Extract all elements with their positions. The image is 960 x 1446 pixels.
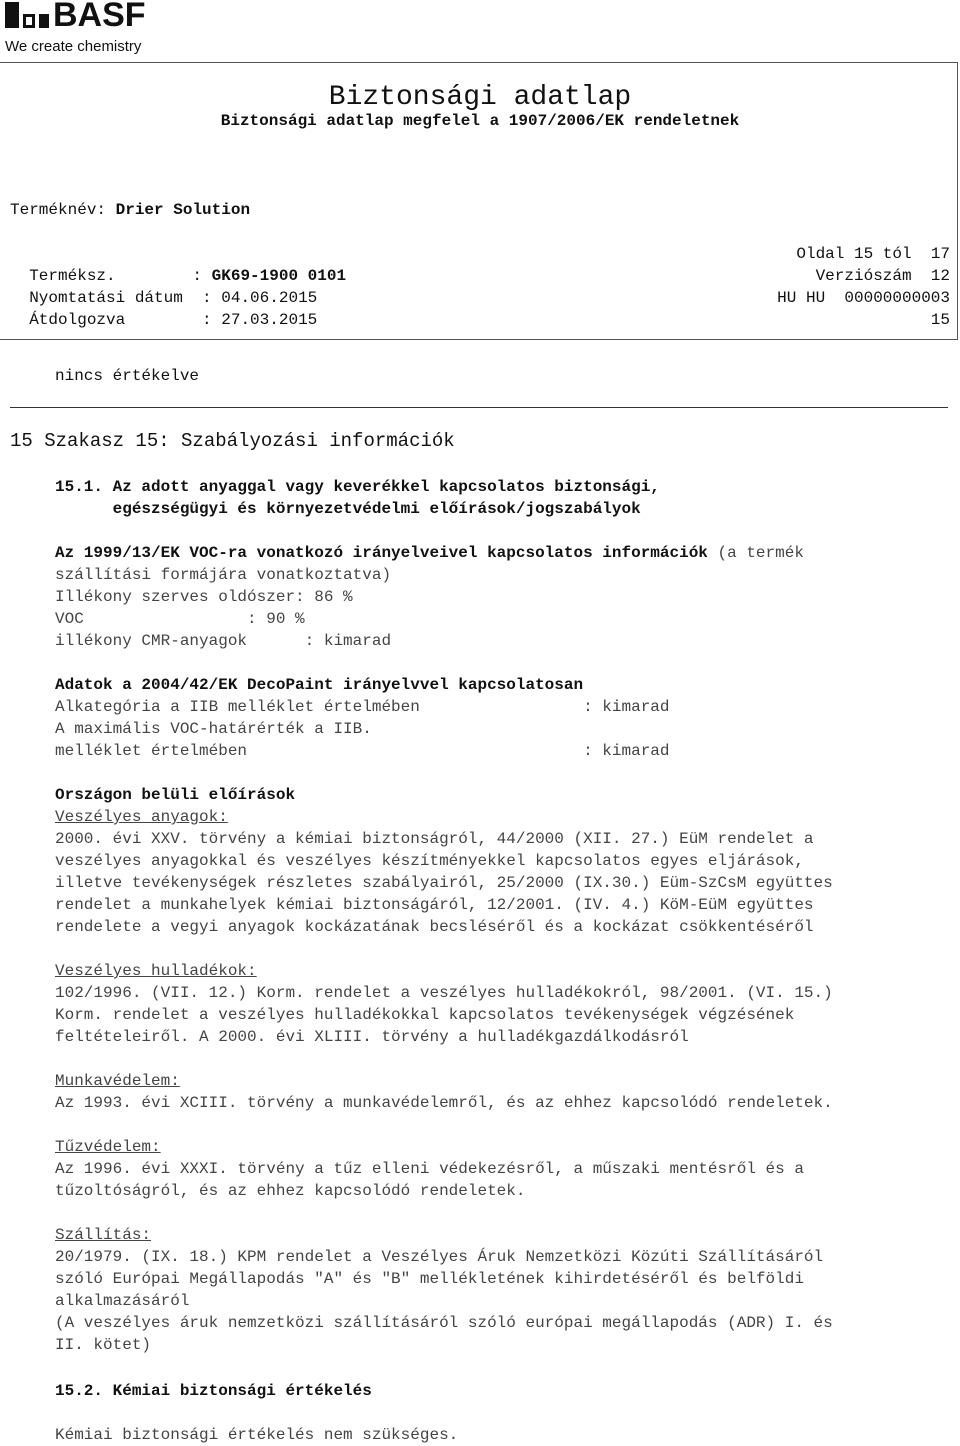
hazardous-substances-line: veszélyes anyagokkal és veszélyes készítményekkel kapcsolatos egyes eljárások, xyxy=(55,852,804,870)
decopaint-line: A maximális VOC-határérték a IIB. xyxy=(55,720,372,738)
voc-heading-bold: Az 1999/13/EK VOC-ra vonatkozó irányelveivel kapcsolatos információk xyxy=(55,544,708,562)
voc-line: illékony CMR-anyagok : kimarad xyxy=(55,632,392,650)
subsection-2-heading: 15.2. Kémiai biztonsági értékelés xyxy=(55,1382,372,1400)
hazardous-waste-line: 102/1996. (VII. 12.) Korm. rendelet a veszélyes hulladékokról, 98/2001. (VI. 15.) xyxy=(55,984,833,1002)
subsection-1-heading-line-1: 15.1. Az adott anyaggal vagy keverékkel kapcsolatos biztonsági, xyxy=(55,478,660,496)
fire-protection-line: Az 1996. évi XXXI. törvény a tűz elleni védekezésről, a műszaki mentésről és a xyxy=(55,1160,804,1178)
document-code-line-2: 15 xyxy=(930,311,950,329)
hazardous-substances-line: rendelete a vegyi anyagok kockázatának becsléséről és a kockázat csökkentéséről xyxy=(55,918,814,936)
section-title: 15 Szakasz 15: Szabályozási információk xyxy=(10,430,455,452)
voc-heading-rest: (a termék xyxy=(707,544,804,562)
intro-text: nincs értékelve xyxy=(55,367,200,385)
revised-label: Átdolgozva : xyxy=(29,311,212,329)
transport-line: (A veszélyes áruk nemzetközi szállításáról szóló európai megállapodás (ADR) I. és xyxy=(55,1314,833,1332)
voc-line: szállítási formájára vonatkoztatva) xyxy=(55,566,392,584)
logo-tagline: We create chemistry xyxy=(5,38,142,55)
transport-line: szóló Európai Megállapodás "A" és "B" mellékletének kihirdetéséről és belföldi xyxy=(55,1270,804,1288)
print-date-label: Nyomtatási dátum : xyxy=(29,289,212,307)
transport-line: alkalmazásáról xyxy=(55,1292,190,1310)
version: Verziószám 12 xyxy=(815,267,950,285)
basf-logo xyxy=(5,0,165,56)
work-safety-label: Munkavédelem: xyxy=(55,1072,180,1090)
voc-line: VOC : 90 % xyxy=(55,610,305,628)
product-number: GK69-1900 0101 xyxy=(211,267,347,285)
transport-label: Szállítás: xyxy=(55,1226,152,1244)
logo-square-outline xyxy=(23,14,35,28)
document-code-row-2 xyxy=(10,309,950,353)
subsection-1-heading-line-2: egészségügyi és környezetvédelmi előírások/jogszabályok xyxy=(55,500,641,518)
print-date: 04.06.2015 xyxy=(221,289,318,307)
decopaint-heading: Adatok a 2004/42/EK DecoPaint irányelvvel kapcsolatosan xyxy=(55,676,584,694)
logo-square-right xyxy=(39,14,49,28)
section-divider xyxy=(10,407,948,408)
transport-line: II. kötet) xyxy=(55,1336,152,1354)
logo-wordmark: BASF xyxy=(53,0,146,34)
revised-date: 27.03.2015 xyxy=(221,311,318,329)
voc-line: Illékony szerves oldószer: 86 % xyxy=(55,588,353,606)
transport-line: 20/1979. (IX. 18.) KPM rendelet a Veszélyes Áruk Nemzetközi Közúti Szállításáról xyxy=(55,1248,824,1266)
national-regulations-heading: Országon belüli előírások xyxy=(55,786,296,804)
page-info: Oldal 15 tól 17 xyxy=(796,245,950,263)
product-name: Drier Solution xyxy=(115,201,251,219)
decopaint-line: melléklet értelmében : kimarad xyxy=(55,742,670,760)
hazardous-waste-line: feltételeiről. A 2000. évi XLIII. törvény a hulladékgazdálkodásról xyxy=(55,1028,689,1046)
fire-protection-label: Tűzvédelem: xyxy=(55,1138,161,1156)
fire-protection-line: tűzoltóságról, és az ehhez kapcsolódó rendeletek. xyxy=(55,1182,526,1200)
voc-heading xyxy=(55,542,804,564)
product-number-label: Terméksz. : xyxy=(29,267,203,285)
decopaint-line: Alkategória a IIB melléklet értelmében : kimarad xyxy=(55,698,670,716)
hazardous-substances-line: rendelet a munkahelyek kémiai biztonságáról, 12/2001. (IV. 4.) KöM-EüM együttes xyxy=(55,896,814,914)
document-title: Biztonsági adatlap xyxy=(328,82,632,113)
logo-square-left xyxy=(5,2,19,28)
document-code: HU HU 00000000003 xyxy=(777,289,950,307)
work-safety-line: Az 1993. évi XCIII. törvény a munkavédelemről, és az ehhez kapcsolódó rendeletek. xyxy=(55,1094,833,1112)
hazardous-waste-line: Korm. rendelet a veszélyes hulladékokkal kapcsolatos tevékenységek végzésének xyxy=(55,1006,795,1024)
document-subtitle: Biztonsági adatlap megfelel a 1907/2006/EK rendeletnek xyxy=(220,112,740,130)
product-name-label: Terméknév: xyxy=(10,201,107,219)
subsection-2-text: Kémiai biztonsági értékelés nem szükséges. xyxy=(55,1426,459,1444)
hazardous-substances-line: 2000. évi XXV. törvény a kémiai biztonságról, 44/2000 (XII. 27.) EüM rendelet a xyxy=(55,830,814,848)
product-name-row xyxy=(10,199,950,221)
hazardous-waste-label: Veszélyes hulladékok: xyxy=(55,962,257,980)
hazardous-substances-label: Veszélyes anyagok: xyxy=(55,808,228,826)
hazardous-substances-line: illetve tevékenységek részletes szabályairól, 25/2000 (IX.30.) Eüm-SzCsM együttes xyxy=(55,874,833,892)
